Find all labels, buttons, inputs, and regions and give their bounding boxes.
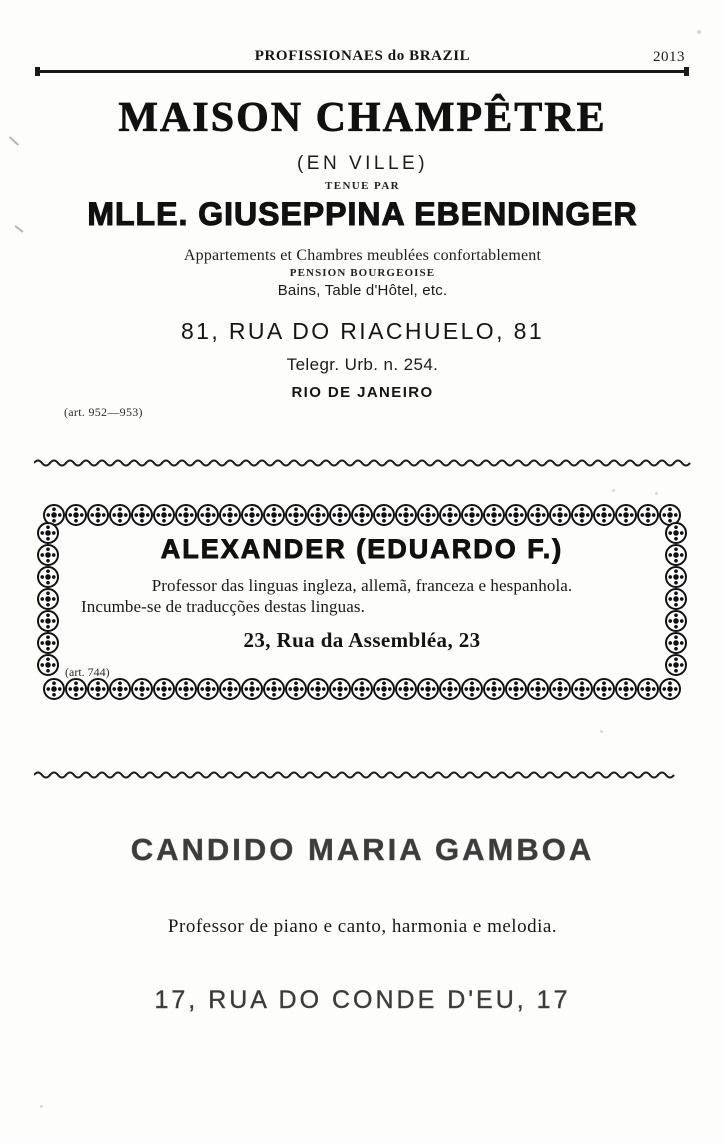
rosette-ornament-icon xyxy=(593,678,615,700)
ad2-address: 23, Rua da Assembléa, 23 xyxy=(243,628,481,652)
rosette-ornament-icon xyxy=(417,504,439,526)
rosette-ornament-icon xyxy=(665,654,687,676)
ad3-headline: CANDIDO MARIA GAMBOA xyxy=(130,832,595,867)
scan-artifact xyxy=(655,492,658,495)
rosette-ornament-icon xyxy=(87,504,109,526)
rosette-ornament-icon xyxy=(549,678,571,700)
rosette-ornament-icon xyxy=(373,504,395,526)
ad2-headline: ALEXANDER (EDUARDO F.) xyxy=(160,534,564,564)
rosette-ornament-icon xyxy=(637,678,659,700)
rosette-ornament-icon xyxy=(665,544,687,566)
ornament-border-top xyxy=(37,504,687,526)
rosette-ornament-icon xyxy=(329,504,351,526)
rosette-ornament-icon xyxy=(665,632,687,654)
rosette-ornament-icon xyxy=(175,678,197,700)
rosette-ornament-icon xyxy=(615,678,637,700)
ad2-line1: Professor das linguas ingleza, allemã, franceza e hespanhola. xyxy=(151,576,573,595)
ornament-border-right xyxy=(665,522,687,682)
rosette-ornament-icon xyxy=(351,678,373,700)
rosette-ornament-icon xyxy=(263,678,285,700)
rosette-ornament-icon xyxy=(665,522,687,544)
rosette-ornament-icon xyxy=(153,504,175,526)
rosette-ornament-icon xyxy=(87,678,109,700)
ornament-border-bottom xyxy=(37,678,687,700)
rosette-ornament-icon xyxy=(417,678,439,700)
rosette-ornament-icon xyxy=(197,678,219,700)
rosette-ornament-icon xyxy=(65,678,87,700)
rosette-ornament-icon xyxy=(571,678,593,700)
rosette-ornament-icon xyxy=(219,678,241,700)
rosette-ornament-icon xyxy=(527,678,549,700)
ad1-headline: MAISON CHAMPÊTRE xyxy=(118,95,607,141)
advertisement-candido-maria-gamboa xyxy=(0,832,725,1015)
rosette-ornament-icon xyxy=(307,678,329,700)
rosette-ornament-icon xyxy=(461,678,483,700)
rosette-ornament-icon xyxy=(131,504,153,526)
ad3-line1: Professor de piano e canto, harmonia e melodia. xyxy=(167,916,558,937)
rosette-ornament-icon xyxy=(665,588,687,610)
rosette-ornament-icon xyxy=(153,678,175,700)
rosette-ornament-icon xyxy=(637,504,659,526)
ad1-art-reference: (art. 952—953) xyxy=(64,405,143,419)
rosette-ornament-icon xyxy=(483,678,505,700)
wavy-separator-1 xyxy=(34,456,692,468)
rosette-ornament-icon xyxy=(241,678,263,700)
ad1-proprietor: MLLE. GIUSEPPINA EBENDINGER xyxy=(87,196,638,233)
rosette-ornament-icon xyxy=(37,588,59,610)
rosette-ornament-icon xyxy=(285,678,307,700)
rosette-ornament-icon xyxy=(37,522,59,544)
rosette-ornament-icon xyxy=(461,504,483,526)
rosette-ornament-icon xyxy=(665,610,687,632)
rosette-ornament-icon xyxy=(307,504,329,526)
rosette-ornament-icon xyxy=(351,504,373,526)
rosette-ornament-icon xyxy=(263,504,285,526)
rosette-ornament-icon xyxy=(219,504,241,526)
rosette-ornament-icon xyxy=(37,610,59,632)
rosette-ornament-icon xyxy=(483,504,505,526)
ornament-border-left xyxy=(37,522,59,682)
rosette-ornament-icon xyxy=(197,504,219,526)
scan-artifact xyxy=(612,489,615,492)
ad3-address: 17, RUA DO CONDE D'EU, 17 xyxy=(154,986,571,1014)
ad1-line3: Bains, Table d'Hôtel, etc. xyxy=(277,282,448,300)
rosette-ornament-icon xyxy=(505,504,527,526)
ad1-subtitle: (EN VILLE) xyxy=(296,153,429,175)
ad1-city: RIO DE JANEIRO xyxy=(291,384,434,402)
rosette-ornament-icon xyxy=(109,504,131,526)
rosette-ornament-icon xyxy=(505,678,527,700)
rosette-ornament-icon xyxy=(131,678,153,700)
rosette-ornament-icon xyxy=(615,504,637,526)
rosette-ornament-icon xyxy=(37,632,59,654)
advertisement-alexander xyxy=(37,504,687,700)
scan-artifact xyxy=(600,730,603,733)
ad2-content xyxy=(59,534,665,653)
running-head-title: PROFISSIONAES do BRAZIL xyxy=(254,48,471,64)
rosette-ornament-icon xyxy=(65,504,87,526)
rosette-ornament-icon xyxy=(439,504,461,526)
page-number: 2013 xyxy=(653,49,685,65)
rosette-ornament-icon xyxy=(665,566,687,588)
ad1-line2: PENSION BOURGEOISE xyxy=(289,267,436,280)
rosette-ornament-icon xyxy=(241,504,263,526)
ad1-tenue-label: TENUE PAR xyxy=(324,180,401,193)
rosette-ornament-icon xyxy=(593,504,615,526)
ad1-telegram: Telegr. Urb. n. 254. xyxy=(286,355,439,375)
wavy-separator-2 xyxy=(34,768,692,780)
rosette-ornament-icon xyxy=(175,504,197,526)
rosette-ornament-icon xyxy=(109,678,131,700)
ad2-line2: Incumbe-se de traducções destas linguas. xyxy=(81,597,365,616)
rosette-ornament-icon xyxy=(571,504,593,526)
rosette-ornament-icon xyxy=(527,504,549,526)
ad2-art-reference: (art. 744) xyxy=(65,665,110,679)
rosette-ornament-icon xyxy=(395,678,417,700)
ad1-address: 81, RUA DO RIACHUELO, 81 xyxy=(180,318,545,345)
rosette-ornament-icon xyxy=(37,566,59,588)
running-head xyxy=(0,48,725,68)
rosette-ornament-icon xyxy=(439,678,461,700)
rosette-ornament-icon xyxy=(37,544,59,566)
header-rule xyxy=(36,70,688,73)
rosette-ornament-icon xyxy=(549,504,571,526)
scan-artifact xyxy=(40,1105,43,1108)
rosette-ornament-icon xyxy=(329,678,351,700)
rosette-ornament-icon xyxy=(37,654,59,676)
rosette-ornament-icon xyxy=(395,504,417,526)
advertisement-maison-champetre xyxy=(0,96,725,401)
scan-artifact xyxy=(697,30,701,34)
ad1-line1: Appartements et Chambres meublées confortablement xyxy=(183,247,542,265)
rosette-ornament-icon xyxy=(373,678,395,700)
rosette-ornament-icon xyxy=(285,504,307,526)
